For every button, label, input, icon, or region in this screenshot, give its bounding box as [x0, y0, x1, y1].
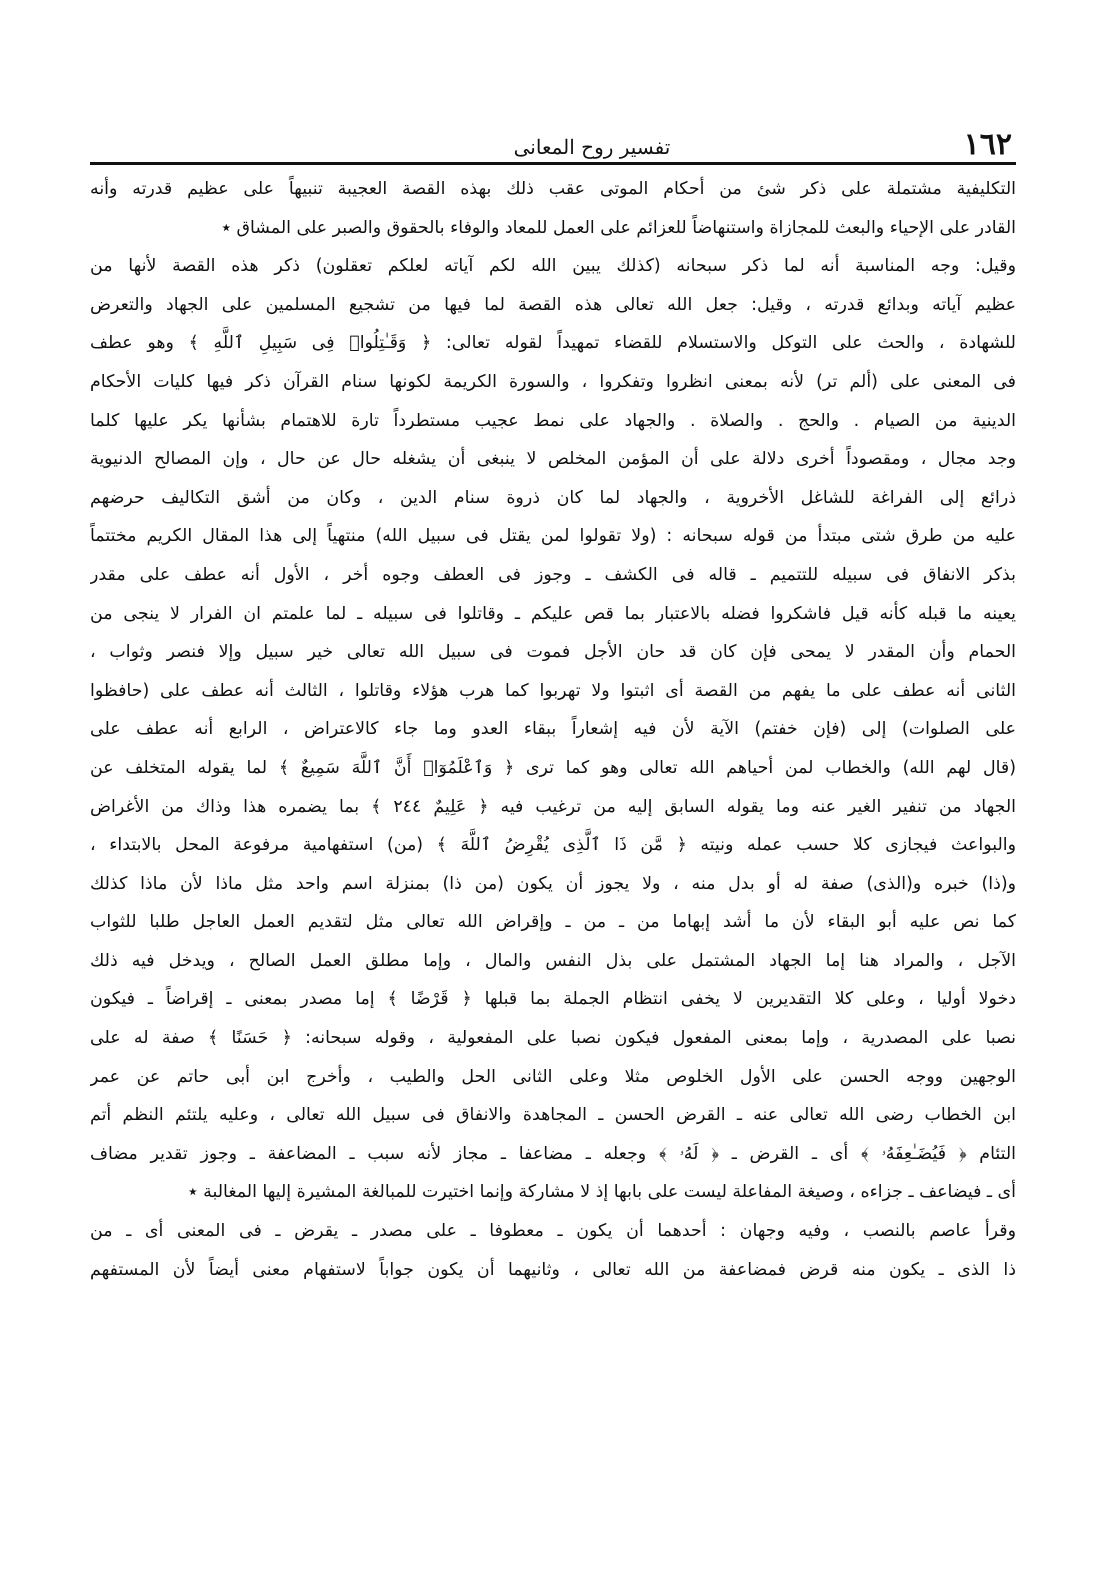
text-line: بذكر الانفاق فى سبيله للتتميم ـ قاله فى الكشف ـ وجوز فى العطف وجوه أخر ، الأول أنه عطف على مقدر	[90, 564, 1016, 585]
text-line: الحمام وأن المقدر لا يمحى فإن كان قد حان الأجل فموت فى سبيل الله تعالى خير سبيل وإلا فنصر وثواب ،	[90, 642, 1016, 663]
text-line: عليه من طرق شتى مبتدأ من قوله سبحانه : (ولا تقولوا لمن يقتل فى سبيل الله) منتهياً إلى هذا المقال الكريم مختتماً	[90, 526, 1016, 547]
text-line: الجهاد من تنفير الغير عنه وما يقوله السابق إليه من ترغيب فيه ﴿ عَلِيمٌ ٢٤٤ ﴾ بما يضمره هذا وذاك من الأغراض	[90, 796, 1016, 817]
text-line: ابن الخطاب رضى الله تعالى عنه ـ القرض الحسن ـ المجاهدة والانفاق فى سبيل الله تعالى ، وعليه يلتئم النظم أتم	[90, 1105, 1016, 1126]
running-title: تفسير روح المعانى	[513, 135, 671, 159]
text-line: و(ذا) خبره و(الذى) صفة له أو بدل منه ، ولا يجوز أن يكون (من ذا) بمنزلة اسم واحد مثل ماذا لأن ماذا كذلك	[90, 873, 1016, 894]
text-line: ذرائع إلى الفراغة للشاغل الأخروية ، والجهاد لما كان ذروة سنام الدين ، وكان من أشق التكاليف حرضهم	[90, 487, 1016, 508]
text-line: وقرأ عاصم بالنصب ، وفيه وجهان : أحدهما أن يكون ـ معطوفا ـ على مصدر ـ يقرض ـ فى المعنى أى ـ من	[90, 1221, 1016, 1242]
text-line: على الصلوات) إلى (فإن خفتم) الآية لأن فيه إشعاراً ببقاء العدو وما جاء كالاعتراض ، الرابع أنه عطف على	[90, 719, 1016, 740]
text-line: القادر على الإحياء والبعث للمجازاة واستنهاضاً للعزائم على العمل للمعاد والوفاء بالحقوق والصبر على المشاق ٭	[221, 217, 1016, 238]
page-number: ١٦٢	[963, 127, 1012, 162]
text-line: دخولا أوليا ، وعلى كلا التقديرين لا يخفى انتظام الجملة بما قبلها ﴿ قَرْضًا ﴾ إما مصدر بمعنى ـ إقراضاً ـ فيكون	[90, 989, 1016, 1010]
text-line: ذا الذى ـ يكون منه قرض فمضاعفة من الله تعالى ، وثانيهما أن يكون جواباً لاستفهام معنى أيضاً لأن المستفهم	[90, 1259, 1016, 1280]
text-line: وجد مجال ، ومقصوداً أخرى دلالة على أن المؤمن المخلص لا ينبغى أن يشغله حال عن حال ، وإن المصالح الدنيوية	[90, 449, 1016, 470]
text-line: (قال لهم الله) والخطاب لمن أحياهم الله تعالى وهو كما ترى ﴿ وَٱعْلَمُوٓا۟ أَنَّ ٱللَّهَ سَمِيعٌ ﴾ لما يقوله المتخلف عن	[90, 757, 1016, 778]
text-line: التئام ﴿ فَيُضَـٰعِفَهُۥ ﴾ أى ـ القرض ـ ﴿ لَهُۥ ﴾ وجعله ـ مضاعفا ـ مجاز لأنه سبب ـ المضاعفة ـ وجوز تقدير مضاف	[90, 1143, 1016, 1164]
text-line: الوجهين ووجه الحسن على الأول الخلوص مثلا وعلى الثانى الحل والطيب ، وأخرج ابن أبى حاتم عن عمر	[90, 1066, 1016, 1087]
text-line: كما نص عليه أبو البقاء لأن ما أشد إبهاما من ـ من ـ وإقراض الله تعالى مثل لتقديم العمل العاجل طلبا للثواب	[90, 912, 1016, 933]
text-line: الدينية من الصيام . والحج . والصلاة . والجهاد على نمط عجيب مستطرداً تارة للاهتمام بشأنها يكر عليها كلما	[90, 410, 1016, 431]
text-line: والبواعث فيجازى كلا حسب عمله ونيته ﴿ مَّن ذَا ٱلَّذِى يُقْرِضُ ٱللَّهَ ﴾ (من) استفهامية مرفوعة المحل بالابتداء ،	[90, 835, 1016, 856]
text-line: عظيم آياته وبدائع قدرته ، وقيل: جعل الله تعالى هذه القصة لما فيها من تشجيع المسلمين على الجهاد والتعرض	[90, 294, 1016, 315]
text-line: فى المعنى على (ألم تر) لأنه بمعنى انظروا وتفكروا ، والسورة الكريمة لكونها سنام القرآن ذكر فيها كليات الأحكام	[90, 371, 1016, 392]
text-line: نصبا على المصدرية ، وإما بمعنى المفعول فيكون نصبا على المفعولية ، وقوله سبحانه: ﴿ حَسَنًا ﴾ صفة له على	[90, 1028, 1016, 1049]
header-rule	[90, 162, 1016, 165]
text-line: الثانى أنه عطف على ما يفهم من القصة أى اثبتوا ولا تهربوا كما هرب هؤلاء وقاتلوا ، الثالث أنه عطف على (حافظوا	[90, 680, 1016, 701]
text-line: الآجل ، والمراد هنا إما الجهاد المشتمل على بذل النفس والمال ، وإما مطلق العمل الصالح ، ويدخل فيه ذلك	[90, 950, 1016, 971]
body-text	[90, 170, 1016, 1289]
text-line: للشهادة ، والحث على التوكل والاستسلام للقضاء تمهيداً لقوله تعالى: ﴿ وَقَـٰتِلُوا۟ فِى سَبِيلِ ٱللَّهِ ﴾ وهو عطف	[90, 333, 1016, 354]
text-line: وقيل: وجه المناسبة أنه لما ذكر سبحانه (كذلك يبين الله لكم آياته لعلكم تعقلون) ذكر هذه القصة لأنها من	[90, 256, 1016, 277]
text-line: التكليفية مشتملة على ذكر شئ من أحكام الموتى عقب ذلك بهذه القصة العجيبة تنبيهاً على عظيم قدرته وأنه	[90, 179, 1016, 199]
page-header	[92, 128, 1012, 162]
text-line: يعينه ما قبله كأنه قيل فاشكروا فضله بالاعتبار بما قص عليكم ـ وقاتلوا فى سبيله ـ لما علمتم ان الفرار لا ينجى من	[90, 603, 1016, 624]
text-line: أى ـ فيضاعف ـ جزاءه ، وصيغة المفاعلة ليست على بابها إذ لا مشاركة وإنما اختيرت للمبالغة المشيرة إليها المغالبة ٭	[188, 1182, 1016, 1203]
